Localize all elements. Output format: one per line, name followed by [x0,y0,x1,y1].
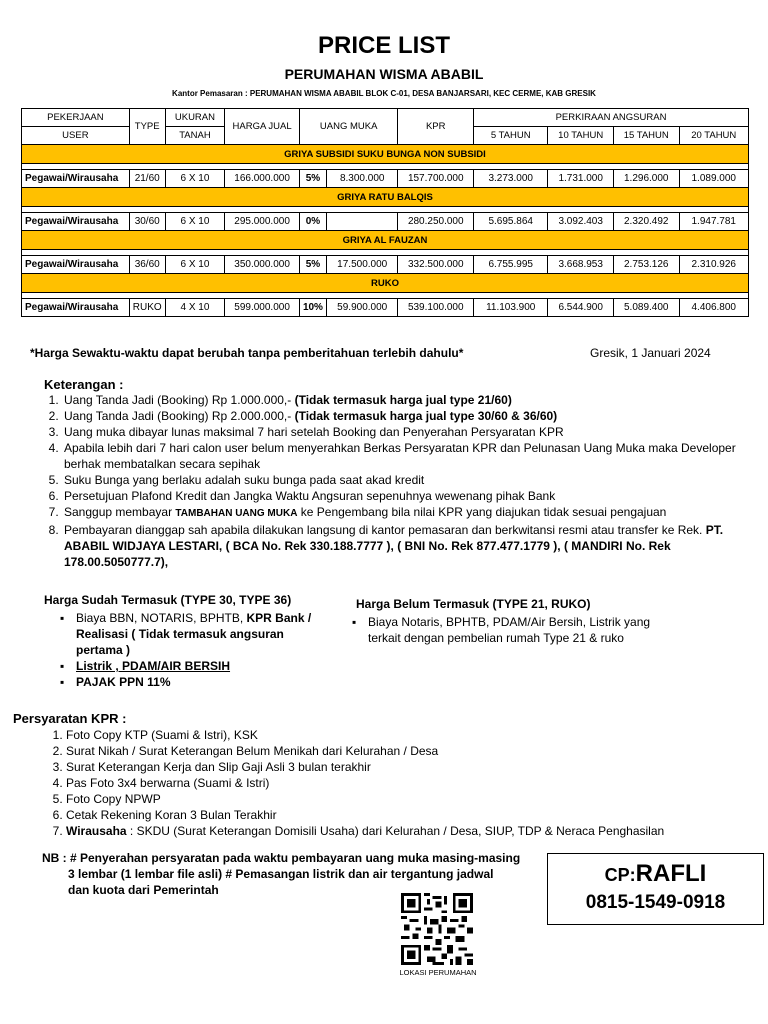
cell-size: 6 X 10 [165,213,225,231]
header-tanah: TANAH [165,127,225,145]
cell-size: 4 X 10 [165,299,225,317]
office-address: Kantor Pemasaran : PERUMAHAN WISMA ABABIL BLOK C-01, DESA BANJARSARI, KEC CERME, KAB GRESIK [172,89,596,98]
cell-type: 21/60 [129,170,165,188]
cell-kpr: 157.700.000 [398,170,474,188]
cell-5y: 5.695.864 [474,213,548,231]
header-kpr: KPR [398,109,474,145]
list-item: 1. Foto Copy KTP (Suami & Istri), KSK [66,727,766,743]
qr-label: LOKASI PERUMAHAN [399,968,477,977]
list-item: 7. Wirausaha : SKDU (Surat Keterangan Domisili Usaha) dari Kelurahan / Desa, SIUP, TDP & Neraca Penghasilan [66,823,766,839]
keterangan-list [26,392,767,570]
cell-user: Pegawai/Wirausaha [22,213,130,231]
list-item: ▪ Biaya BBN, NOTARIS, BPHTB, KPR Bank / Realisasi ( Tidak termasuk angsuran pertama ) [64,610,314,658]
header-5-tahun: 5 TAHUN [474,127,548,145]
cell-5y: 3.273.000 [474,170,548,188]
group-name: GRIYA AL FAUZAN [22,231,749,250]
table-row [22,299,749,317]
list-item: 6. Persetujuan Plafond Kredit dan Jangka Waktu Angsuran sepenuhnya wewenang pihak Bank [62,488,767,504]
header-user: USER [22,127,130,145]
cell-kpr: 539.100.000 [398,299,474,317]
list-item: 2. Uang Tanda Jadi (Booking) Rp 2.000.000,- (Tidak termasuk harga jual type 30/60 & 36/60) [62,408,767,424]
cell-price: 350.000.000 [225,256,300,274]
cell-20y: 4.406.800 [679,299,748,317]
contact-box [547,853,764,925]
table-row [22,213,749,231]
list-item: ▪ Listrik , PDAM/AIR BERSIH [64,658,314,674]
contact-person: CP:RAFLI [604,860,707,887]
cell-dp: 17.500.000 [326,256,398,274]
group-row [22,274,749,293]
page-title: PRICE LIST [317,32,450,59]
section-title: Harga Sudah Termasuk (TYPE 30, TYPE 36) [44,593,292,607]
document-date: Gresik, 1 Januari 2024 [590,346,711,360]
cell-dp-pct: 5% [299,256,326,274]
harga-belum-termasuk [356,596,676,646]
list-item: 5. Suku Bunga yang berlaku adalah suku bunga pada saat akad kredit [62,472,767,488]
cell-20y: 2.310.926 [679,256,748,274]
cell-15y: 5.089.400 [613,299,679,317]
cell-15y: 1.296.000 [613,170,679,188]
list-item: 5. Foto Copy NPWP [66,791,766,807]
list-item: 4. Pas Foto 3x4 berwarna (Suami & Istri) [66,775,766,791]
price-change-note: *Harga Sewaktu-waktu dapat berubah tanpa pemberitahuan terlebih dahulu* [30,346,464,360]
cell-type: 30/60 [129,213,165,231]
group-row [22,145,749,164]
nb-note: NB : # Penyerahan persyaratan pada waktu pembayaran uang muka masing-masing 3 lembar (1 lembar file asli) # Pemasangan listrik dan air tergantung jadwal dan kuota dari Pemerintah [42,851,521,897]
cell-5y: 6.755.995 [474,256,548,274]
cell-price: 295.000.000 [225,213,300,231]
cell-dp [326,213,398,231]
list-item: ▪ PAJAK PPN 11% [64,674,314,690]
table-row [22,170,749,188]
cell-15y: 2.753.126 [613,256,679,274]
header-ukuran: UKURAN [165,109,225,127]
page-subtitle: PERUMAHAN WISMA ABABIL [284,66,484,82]
header-harga-jual: HARGA JUAL [225,109,300,145]
group-name: RUKO [22,274,749,293]
cell-user: Pegawai/Wirausaha [22,256,130,274]
list-item: 8. Pembayaran dianggap sah apabila dilakukan langsung di kantor pemasaran dan berkwitansi resmi atau transfer ke Rek. PT. ABABIL WIDJAYA LESTARI, ( BCA No. Rek 330.188.7777 ), ( BNI No. Rek 877.477.1779 ), ( MANDIRI No. Rek 178.00.5050777.7), [62,522,767,570]
cell-15y: 2.320.492 [613,213,679,231]
cell-20y: 1.089.000 [679,170,748,188]
cell-kpr: 280.250.000 [398,213,474,231]
cell-10y: 3.668.953 [548,256,614,274]
list-item: 3. Surat Keterangan Kerja dan Slip Gaji Asli 3 bulan terakhir [66,759,766,775]
header-15-tahun: 15 TAHUN [613,127,679,145]
section-title: Harga Belum Termasuk (TYPE 21, RUKO) [356,597,591,611]
list-item: 6. Cetak Rekening Koran 3 Bulan Terakhir [66,807,766,823]
keterangan-title: Keterangan : [44,377,124,392]
header-pekerjaan: PEKERJAAN [22,109,130,127]
list-item: 1. Uang Tanda Jadi (Booking) Rp 1.000.000,- (Tidak termasuk harga jual type 21/60) [62,392,767,408]
cell-dp: 59.900.000 [326,299,398,317]
cell-user: Pegawai/Wirausaha [22,170,130,188]
cell-kpr: 332.500.000 [398,256,474,274]
table-row [22,256,749,274]
header-uang-muka: UANG MUKA [299,109,398,145]
table-header-row-1 [22,109,749,127]
header-perkiraan-angsuran: PERKIRAAN ANGSURAN [474,109,749,127]
group-row [22,188,749,207]
qr-code-icon[interactable] [401,893,473,965]
cell-20y: 1.947.781 [679,213,748,231]
group-name: GRIYA RATU BALQIS [22,188,749,207]
cell-5y: 11.103.900 [474,299,548,317]
harga-sudah-termasuk [44,592,314,690]
list-item: 4. Apabila lebih dari 7 hari calon user belum menyerahkan Berkas Persyaratan KPR dan Pelunasan Uang Muka maka Developer berhak membatalkan secara sepihak [62,440,767,472]
cell-size: 6 X 10 [165,256,225,274]
header-20-tahun: 20 TAHUN [679,127,748,145]
contact-phone[interactable]: 0815-1549-0918 [585,892,726,913]
cell-size: 6 X 10 [165,170,225,188]
cell-price: 166.000.000 [225,170,300,188]
persyaratan-kpr-title: Persyaratan KPR : [13,711,127,726]
header-type: TYPE [129,109,165,145]
cell-10y: 1.731.000 [548,170,614,188]
cell-dp-pct: 0% [299,213,326,231]
list-item: 7. Sanggup membayar TAMBAHAN UANG MUKA ke Pengembang bila nilai KPR yang diajukan tidak sesuai pengajuan [62,504,767,522]
list-item: 2. Surat Nikah / Surat Keterangan Belum Menikah dari Kelurahan / Desa [66,743,766,759]
cell-dp-pct: 10% [299,299,326,317]
cell-10y: 3.092.403 [548,213,614,231]
persyaratan-kpr-list [30,727,766,839]
cell-user: Pegawai/Wirausaha [22,299,130,317]
cell-dp: 8.300.000 [326,170,398,188]
group-row [22,231,749,250]
list-item: ▪ Biaya Notaris, BPHTB, PDAM/Air Bersih, Listrik yang terkait dengan pembelian rumah Type 21 & ruko [356,614,676,646]
list-item: 3. Uang muka dibayar lunas maksimal 7 hari setelah Booking dan Penyerahan Persyaratan KPR [62,424,767,440]
price-table [21,108,749,317]
header-10-tahun: 10 TAHUN [548,127,614,145]
group-name: GRIYA SUBSIDI SUKU BUNGA NON SUBSIDI [22,145,749,164]
cell-10y: 6.544.900 [548,299,614,317]
cell-price: 599.000.000 [225,299,300,317]
cell-dp-pct: 5% [299,170,326,188]
cell-type: 36/60 [129,256,165,274]
cell-type: RUKO [129,299,165,317]
